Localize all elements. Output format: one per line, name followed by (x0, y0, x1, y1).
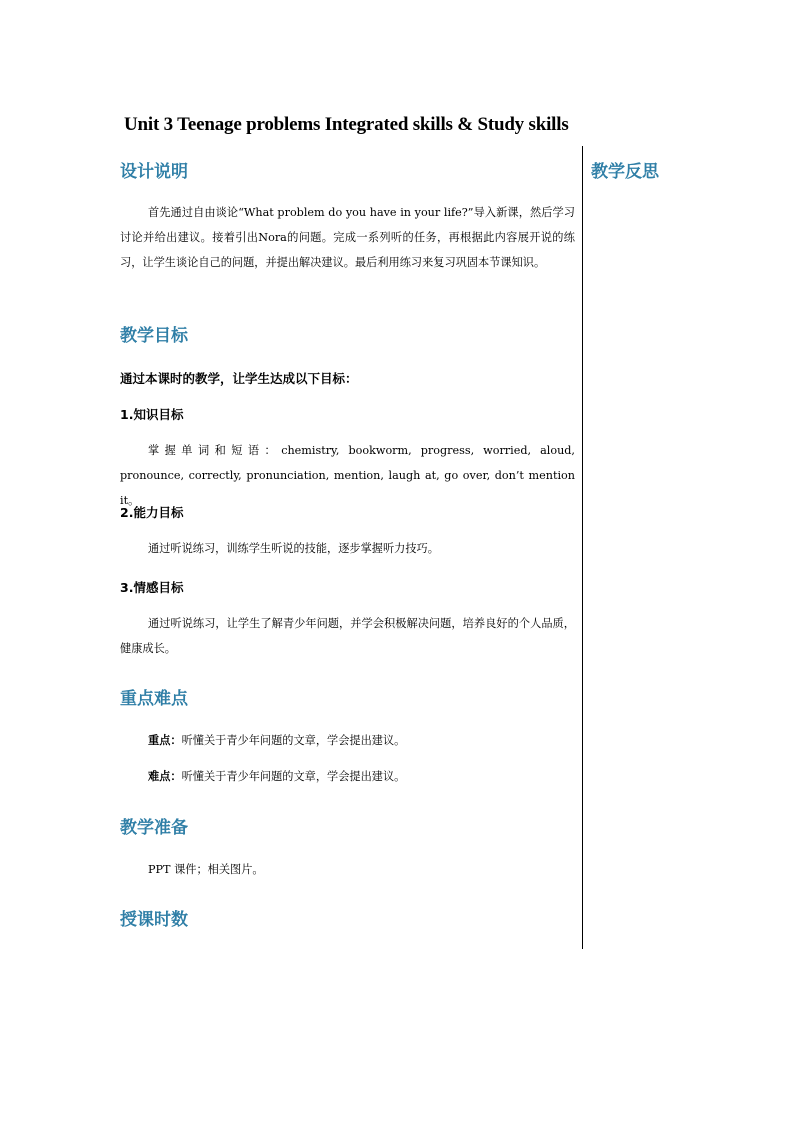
ability-goal-title: 2.能力目标 (120, 505, 184, 520)
hours-heading: 授课时数 (120, 910, 188, 930)
prep-heading: 教学准备 (120, 818, 188, 838)
reflection-heading: 教学反思 (591, 162, 659, 182)
focus-text: 听懂关于青少年问题的文章，学会提出建议。 (181, 734, 406, 747)
focus-label: 重点： (148, 734, 182, 747)
difficulty-text: 听懂关于青少年问题的文章，学会提出建议。 (181, 770, 406, 783)
knowledge-goal-title: 1.知识目标 (120, 407, 184, 422)
document-title: Unit 3 Teenage problems Integrated skills & Study skills (124, 114, 569, 135)
emotion-goal-title: 3.情感目标 (120, 580, 184, 595)
ability-goal-body: 通过听说练习，训练学生听说的技能，逐步掌握听力技巧。 (148, 542, 439, 555)
column-divider (582, 146, 583, 949)
focus-line (148, 732, 405, 748)
emotion-goal-body: 通过听说练习，让学生了解青少年问题，并学会积极解决问题，培养良好的个人品质，健康成长。 (120, 617, 575, 655)
design-heading: 设计说明 (120, 162, 188, 182)
key-points-heading: 重点难点 (120, 689, 188, 709)
goals-heading: 教学目标 (120, 326, 188, 346)
goals-intro: 通过本课时的教学，让学生达成以下目标： (120, 371, 358, 386)
knowledge-goal-body: 掌握单词和短语：chemistry, bookworm, progress, worried, aloud, pronounce, correctly, pronunciation, mention, laugh at, go over, don’t mention it。 (120, 444, 575, 507)
difficulty-line (148, 768, 405, 784)
prep-body: PPT 课件；相关图片。 (148, 863, 264, 876)
difficulty-label: 难点： (148, 770, 182, 783)
design-body: 首先通过自由谈论“What problem do you have in your life?”导入新课，然后学习讨论并给出建议。接着引出Nora的问题。完成一系列听的任务，再根据此内容展开说的练习，让学生谈论自己的问题，并提出解决建议。最后利用练习来复习巩固本节课知识。 (120, 206, 575, 269)
